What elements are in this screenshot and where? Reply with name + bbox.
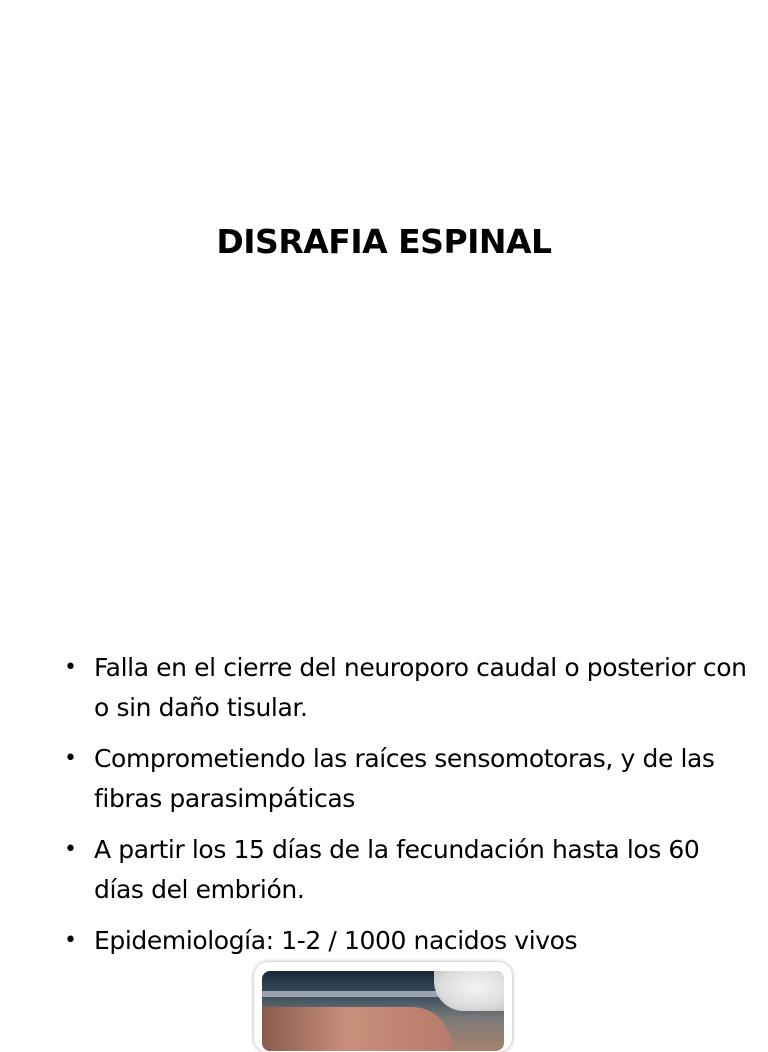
bullet-icon: •	[64, 837, 77, 862]
list-item	[60, 921, 750, 961]
bullet-list	[60, 648, 750, 972]
clinical-photo	[262, 971, 504, 1051]
bullet-icon: •	[64, 655, 77, 680]
bullet-text: Comprometiendo las raíces sensomotoras, y de las fibras parasimpáticas	[94, 744, 715, 813]
slide-title: DISRAFIA ESPINAL	[216, 222, 552, 261]
bullet-icon: •	[64, 746, 77, 771]
bullet-text: A partir los 15 días de la fecundación hasta los 60 días del embrión.	[94, 835, 700, 904]
bullet-text: Epidemiología: 1-2 / 1000 nacidos vivos	[94, 926, 578, 955]
bullet-text: Falla en el cierre del neuroporo caudal o posterior con o sin daño tisular.	[94, 653, 747, 722]
photo-skin	[262, 1007, 452, 1051]
list-item	[60, 739, 750, 819]
bullet-icon: •	[64, 928, 77, 953]
list-item	[60, 830, 750, 910]
list-item	[60, 648, 750, 728]
photo-frame	[254, 962, 512, 1052]
photo-blanket	[434, 971, 504, 1011]
